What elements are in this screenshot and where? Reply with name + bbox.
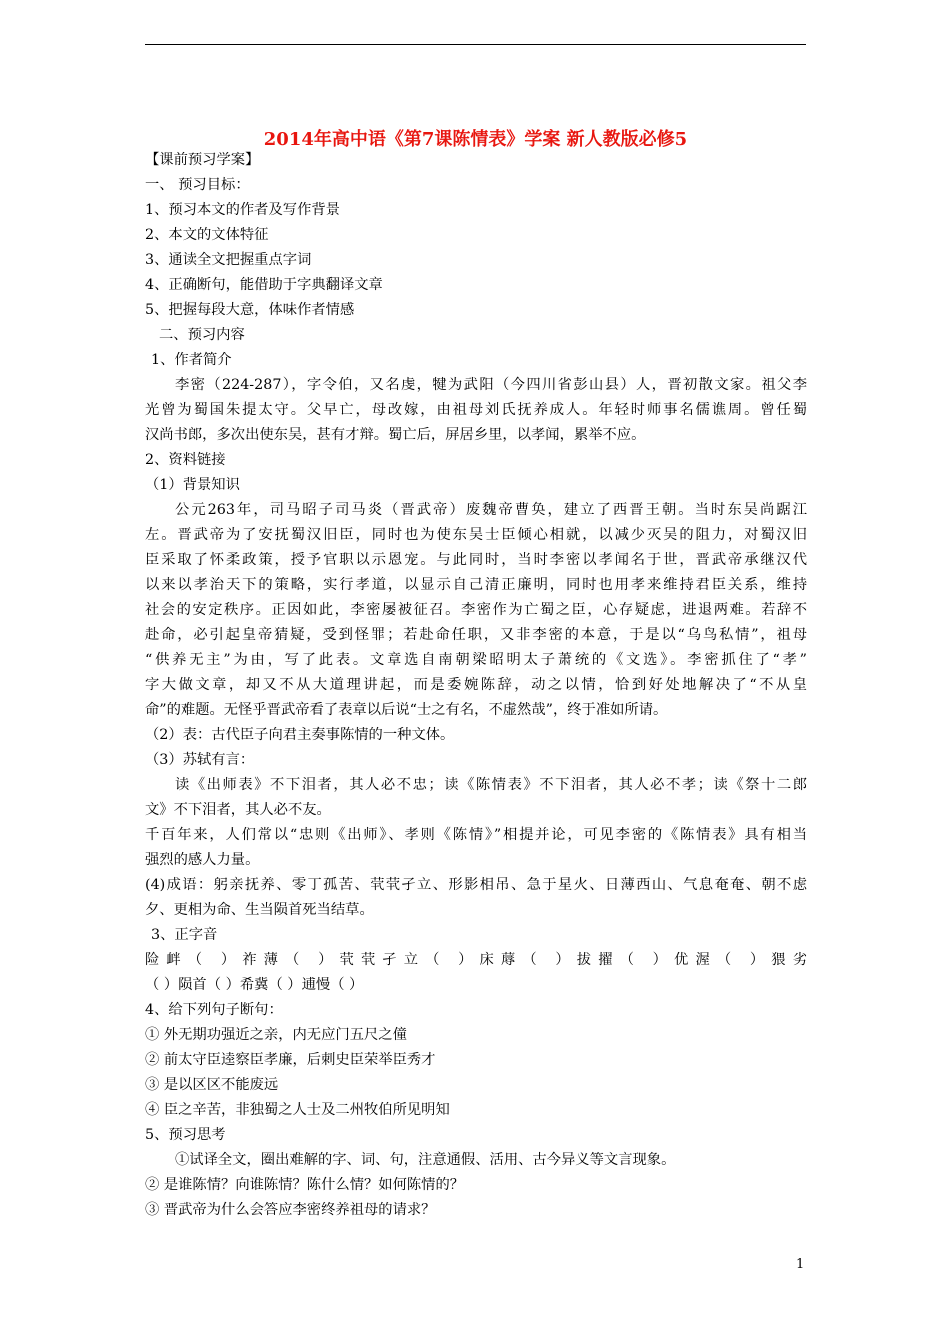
paragraph-line: 赴命，必引起皇帝猜疑，受到怪罪；若赴命任职，又非李密的本意，于是以“乌鸟私情”，祖母 (145, 627, 807, 643)
paragraph-line: 千百年来，人们常以“忠则《出师》、孝则《陈情》”相提并论，可见李密的《陈情表》具有相当 (145, 827, 807, 843)
list-item: 1、预习本文的作者及写作背景 (145, 202, 340, 218)
subsection-heading: 2、资料链接 (145, 452, 226, 468)
exercise-line: ④ 臣之辛苦，非独蜀之人士及二州牧伯所见明知 (145, 1102, 450, 1118)
exercise-line: 险衅（ ）祚薄（ ）茕茕孑立（ ）床蓐（ ）拔擢（ ）优渥（ ）猥劣 (145, 952, 807, 968)
paragraph-line: (4)成语：躬亲抚养、零丁孤苦、茕茕孑立、形影相吊、急于星火、日薄西山、气息奄奄、朝不虑 (145, 877, 807, 893)
quote-line: 文》不下泪者，其人必不友。 (145, 802, 331, 818)
list-item: 5、把握每段大意，体味作者情感 (145, 302, 355, 318)
document-body (145, 148, 807, 1223)
paragraph-line: 公元263年，司马昭子司马炎（晋武帝）废魏帝曹奂，建立了西晋王朝。当时东吴尚踞江 (175, 502, 807, 518)
section-heading: 【课前预习学案】 (145, 152, 260, 168)
exercise-line: ② 前太守臣逵察臣孝廉，后刺史臣荣举臣秀才 (145, 1052, 436, 1068)
paragraph-line: 臣采取了怀柔政策，授予官职以示恩宠。与此同时，当时李密以孝闻名于世，晋武帝承继汉代 (145, 552, 807, 568)
paragraph-line: 强烈的感人力量。 (145, 852, 260, 868)
paragraph-line: “供养无主”为由，写了此表。文章选自南朝梁昭明太子萧统的《文选》。李密抓住了“孝” (145, 652, 807, 668)
section-heading: 一、 预习目标： (145, 177, 250, 193)
paragraph-line: 左。晋武帝为了安抚蜀汉旧臣，同时也为使东吴士臣倾心相就，以减少灭吴的阻力，对蜀汉旧 (145, 527, 807, 543)
quote-line: 读《出师表》不下泪者，其人必不忠；读《陈情表》不下泪者，其人必不孝；读《祭十二郎 (175, 777, 807, 793)
exercise-line: （ ）陨首（ ）希冀（ ）逋慢（ ） (145, 977, 364, 993)
exercise-line: ① 外无期功强近之亲，内无应门五尺之僮 (145, 1027, 407, 1043)
paragraph-line: （3）苏轼有言： (145, 752, 255, 768)
subsection-heading: 1、作者简介 (151, 352, 232, 368)
paragraph-line: 夕、更相为命、生当陨首死当结草。 (145, 902, 374, 918)
page-number: 1 (796, 1257, 805, 1272)
document-title: 2014年高中语《第7课陈情表》学案 新人教版必修5 (263, 129, 688, 150)
exercise-line: ③ 是以区区不能废远 (145, 1077, 279, 1093)
list-item: 2、本文的文体特征 (145, 227, 269, 243)
paragraph-line: 李密（224-287），字令伯，又名虔，犍为武阳（今四川省彭山县）人，晋初散文家。祖父李 (175, 377, 807, 393)
exercise-line: ①试译全文，圈出难解的字、词、句，注意通假、活用、古今异义等文言现象。 (175, 1152, 676, 1168)
paragraph-line: 以来以孝治天下的策略，实行孝道，以显示自己清正廉明，同时也用孝来维持君臣关系，维持 (145, 577, 807, 593)
list-item: 4、正确断句，能借助于字典翻译文章 (145, 277, 383, 293)
paragraph-line: 字大做文章，却又不从大道理讲起，而是委婉陈辞，动之以情，恰到好处地解决了“不从皇 (145, 677, 807, 693)
subsection-heading: 4、给下列句子断句： (145, 1002, 283, 1018)
paragraph-line: （2）表：古代臣子向君主奏事陈情的一种文体。 (145, 727, 455, 743)
header-rule (145, 44, 806, 45)
list-item: 3、通读全文把握重点字词 (145, 252, 312, 268)
section-heading: 二、预习内容 (159, 327, 245, 343)
paragraph-line: 汉尚书郎，多次出使东吴，甚有才辩。蜀亡后，屏居乡里，以孝闻，累举不应。 (145, 427, 646, 443)
paragraph-line: 社会的安定秩序。正因如此，李密屡被征召。李密作为亡蜀之臣，心存疑虑，进退两难。若辞不 (145, 602, 807, 618)
subsection-heading: （1）背景知识 (145, 477, 240, 493)
subsection-heading: 5、预习思考 (145, 1127, 226, 1143)
paragraph-line: 命”的难题。无怪乎晋武帝看了表章以后说“士之有名，不虚然哉”，终于准如所请。 (145, 702, 668, 718)
subsection-heading: 3、正字音 (151, 927, 218, 943)
paragraph-line: 光曾为蜀国朱提太守。父早亡，母改嫁，由祖母刘氏抚养成人。年轻时师事名儒谯周。曾任蜀 (145, 402, 807, 418)
exercise-line: ② 是谁陈情？向谁陈情？陈什么情？如何陈情的？ (145, 1177, 465, 1193)
exercise-line: ③ 晋武帝为什么会答应李密终养祖母的请求？ (145, 1202, 436, 1218)
